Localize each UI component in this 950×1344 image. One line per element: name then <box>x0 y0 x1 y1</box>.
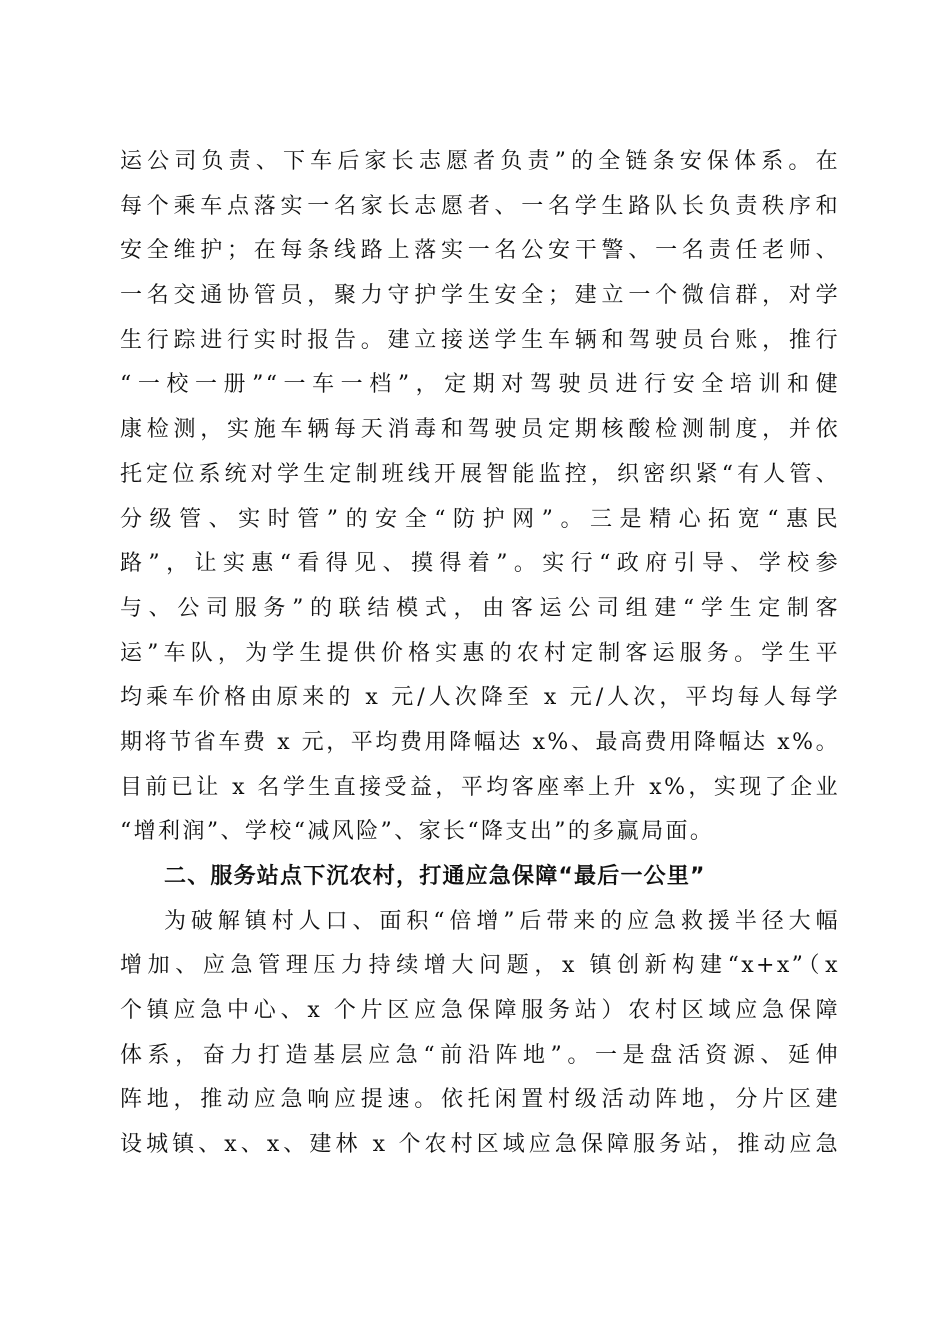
section-heading: 二、服务站点下沉农村，打通应急保障“最后一公里” <box>164 864 706 889</box>
text-line: 路”，让实惠“看得见、摸得着”。实行“政府引导、学校参 <box>120 551 840 577</box>
text-line: 分级管、实时管”的安全“防护网”。三是精心拓宽“惠民 <box>120 506 840 532</box>
text-line: 每个乘车点落实一名家长志愿者、一名学生路队长负责秩序和 <box>120 193 840 219</box>
text-line: 均乘车价格由原来的 x 元/人次降至 x 元/人次，平均每人每学 <box>120 685 840 711</box>
text-line: 一名交通协管员，聚力守护学生安全；建立一个微信群，对学 <box>120 283 840 309</box>
text-line: 期将节省车费 x 元，平均费用降幅达 x%、最高费用降幅达 x%。 <box>120 729 840 755</box>
document-body <box>120 140 840 1168</box>
text-line: 运”车队，为学生提供价格实惠的农村定制客运服务。学生平 <box>120 640 840 666</box>
text-line: 阵地，推动应急响应提速。依托闲置村级活动阵地，分片区建 <box>120 1087 840 1113</box>
paragraph-1 <box>120 140 840 855</box>
paragraph-2 <box>120 900 840 1168</box>
text-line: “增利润”、学校“减风险”、家长“降支出”的多赢局面。 <box>120 819 715 845</box>
text-line: 生行踪进行实时报告。建立接送学生车辆和驾驶员台账，推行 <box>120 327 840 353</box>
text-line: 运公司负责、下车后家长志愿者负责”的全链条安保体系。在 <box>120 149 840 174</box>
text-line: 个镇应急中心、x 个片区应急保障服务站）农村区域应急保障 <box>120 998 840 1024</box>
text-line: 目前已让 x 名学生直接受益，平均客座率上升 x%，实现了企业 <box>120 774 840 800</box>
text-line: 体系，奋力打造基层应急“前沿阵地”。一是盘活资源、延伸 <box>120 1042 840 1068</box>
text-line: 设城镇、x、x、建林 x 个农村区域应急保障服务站，推动应急 <box>120 1132 840 1158</box>
text-line: 安全维护；在每条线路上落实一名公安干警、一名责任老师、 <box>120 238 840 264</box>
text-line: 与、公司服务”的联结模式，由客运公司组建“学生定制客 <box>120 595 840 621</box>
text-line: 托定位系统对学生定制班线开展智能监控，织密织紧“有人管、 <box>120 461 840 487</box>
text-line: 增加、应急管理压力持续增大问题，x 镇创新构建“x+x”（x <box>120 953 840 979</box>
text-line: 为破解镇村人口、面积“倍增”后带来的应急救援半径大幅 <box>164 908 840 934</box>
text-line: 康检测，实施车辆每天消毒和驾驶员定期核酸检测制度，并依 <box>120 417 840 443</box>
text-line: “一校一册”“一车一档”，定期对驾驶员进行安全培训和健 <box>120 372 840 398</box>
